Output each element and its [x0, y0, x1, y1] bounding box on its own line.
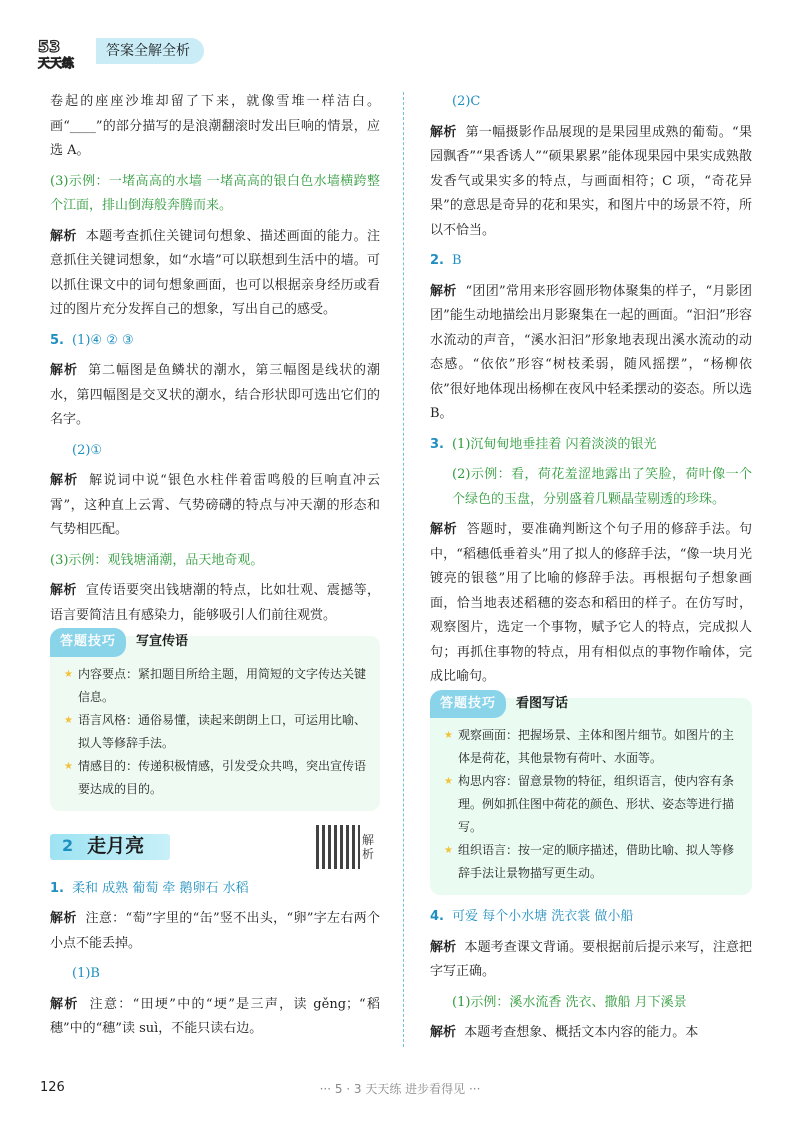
- example-answer: (3)示例：观钱塘涌潮，品天地奇观。: [50, 552, 264, 568]
- tip-item-text: 内容要点：紧扣题目所给主题，用简短的文字传达关键信息。: [78, 666, 367, 704]
- analysis-paragraph: [50, 359, 380, 433]
- tip-item: [444, 839, 738, 885]
- tip-item: [444, 770, 738, 839]
- answer-text: (2)①: [72, 442, 103, 458]
- question-number: 2.: [430, 253, 444, 268]
- tip-item-text: 组织语言：按一定的顺序描述，借助比喻、拟人等修辞手法让景物描写更生动。: [458, 843, 735, 880]
- tip-box: [50, 636, 380, 811]
- analysis-paragraph: [50, 579, 380, 628]
- question-answer: [430, 905, 752, 930]
- analysis-text: 第一幅摄影作品展现的是果园里成熟的葡萄。“果园飘香”“果香诱人”“硕果累累”能体现果园中果实成熟散发香气或果实多的特点，与画面相符；C 项，“奇花异果”的意思是奇异的花和果实，和图片中的场景不符，所以不恰当。: [430, 124, 752, 238]
- analysis-paragraph: [50, 907, 380, 956]
- analysis-label: 解析: [50, 473, 79, 488]
- section-number: 2: [62, 836, 74, 856]
- tip-item: [64, 709, 366, 755]
- tip-item-text: 构思内容：留意景物的特征，组织语言，使内容有条理。例如抓住图中荷花的颜色、形状、姿态等进行描写。: [458, 774, 735, 834]
- analysis-text: 答题时，要准确判断这个句子用的修辞手法。句中，“稻穗低垂着头”用了拟人的修辞手法，“像一块月光镀亮的银毯”用了比喻的修辞手法。再根据句子想象画面，恰当地表述稻穗的姿态和稻田的样子。在仿写时，观察图片，选定一个事物，赋予它人的特点，完成拟人句；再抓住事物的特点，用有相似点的事物作喻体，完成比喻句。: [430, 522, 752, 684]
- star-icon: ★: [444, 845, 453, 856]
- star-icon: ★: [444, 730, 453, 741]
- analysis-label: 解析: [50, 996, 79, 1012]
- right-column: [430, 90, 752, 1052]
- analysis-text: “团团”常用来形容圆形物体聚集的样子，“月影团团”能生动地描绘出月影聚集在一起的画面。“汩汩”形容水流动的声音，“溪水汩汩”形象地表现出溪水流动的动态感。“依依”形容“树枝柔弱，随风摇摆”，“杨柳依依”很好地体现出杨柳在夜风中轻柔摆动的姿态。所以选 B。: [430, 283, 752, 421]
- paragraph: 卷起的座座沙堆却留了下来，就像雪堆一样洁白。画“____”的部分描写的是浪潮翻滚时发出巨响的情景，应选 A。: [50, 94, 380, 158]
- tip-item: [64, 663, 366, 709]
- analysis-paragraph: [50, 469, 380, 543]
- svg-text:53: 53: [38, 37, 61, 56]
- page-number: 126: [40, 1080, 65, 1095]
- question-number: 5.: [50, 332, 64, 348]
- analysis-text: 本题考查想象、概括文本内容的能力。本: [464, 1025, 699, 1040]
- star-icon: ★: [444, 776, 453, 787]
- question-number: 4.: [430, 909, 444, 924]
- qr-label: 解析: [362, 832, 375, 861]
- tip-title: 看图写话: [516, 695, 569, 711]
- analysis-paragraph: [430, 518, 752, 690]
- brand-logo: [36, 34, 94, 70]
- analysis-paragraph: [50, 993, 380, 1042]
- analysis-label: 解析: [50, 583, 77, 598]
- analysis-text: 本题考查课文背诵。要根据前后提示来写，注意把字写正确。: [430, 939, 752, 979]
- answer-text: (1)④ ② ③: [71, 332, 134, 348]
- analysis-label: 解析: [430, 283, 457, 299]
- analysis-text: 解说词中说“银色水柱伴着雷鸣般的巨响直冲云霄”，这种直上云霄、气势磅礴的特点与冲天潮的形态和气势相匹配。: [50, 473, 380, 537]
- answer-text: 柔和 成熟 葡萄 牵 鹅卵石 水稻: [71, 880, 249, 896]
- answer-text: (1)B: [72, 966, 100, 981]
- tip-item-text: 语言风格：通俗易懂，读起来朗朗上口，可运用比喻、拟人等修辞手法。: [78, 712, 367, 750]
- question-answer: [50, 877, 380, 902]
- analysis-label: 解析: [430, 124, 457, 140]
- analysis-text: 第二幅图是鱼鳞状的潮水，第三幅图是线状的潮水，第四幅图是交叉状的潮水，结合形状即可选出它们的名字。: [50, 363, 380, 427]
- question-answer: [50, 329, 380, 354]
- star-icon: ★: [64, 668, 73, 680]
- tip-item-text: 观察画面：把握场景、主体和图片细节。如图片的主体是荷花，其他景物有荷叶、水面等。: [458, 728, 735, 765]
- question-answer: [430, 433, 752, 458]
- analysis-label: 解析: [50, 228, 77, 244]
- page-header: [36, 32, 256, 72]
- question-number: 1.: [50, 880, 64, 896]
- analysis-paragraph: [50, 225, 380, 323]
- column-divider: [403, 92, 404, 1047]
- analysis-label: 解析: [430, 939, 457, 955]
- answer-text: (2)C: [452, 94, 481, 109]
- tip-item-text: 情感目的：传递积极情感，引发受众共鸣，突出宣传语要达成的目的。: [78, 758, 367, 796]
- tip-item: [444, 724, 738, 770]
- svg-text:天天练: 天天练: [38, 56, 75, 70]
- tip-box: [430, 695, 752, 896]
- analysis-label: 解析: [50, 911, 77, 926]
- left-column: [50, 90, 380, 1048]
- star-icon: ★: [64, 714, 73, 726]
- example-answer: (3)示例：一堵高高的水墙 一堵高高的银白色水墙横跨整个江面，排山倒海般奔腾而来。: [50, 173, 380, 213]
- question-answer: [430, 249, 752, 274]
- footer-slogan: ··· 5 · 3 天天练 进步看得见 ···: [319, 1082, 481, 1096]
- section-header: [50, 825, 380, 869]
- header-tab: 答案全解全析: [96, 38, 204, 64]
- analysis-paragraph: [430, 280, 752, 427]
- analysis-label: 解析: [50, 363, 78, 378]
- analysis-text: 注意：“萄”字里的“缶”竖不出头，“卵”字左右两个小点不能丢掉。: [50, 911, 380, 951]
- section-title: 走月亮: [87, 835, 145, 858]
- answer-text: B: [451, 253, 462, 268]
- analysis-paragraph: [430, 936, 752, 985]
- tip-header: [430, 690, 738, 719]
- example-answer: (1)示例：溪水流香 洗衣、撒船 月下溪景: [452, 994, 687, 1010]
- tip-item: [64, 755, 366, 801]
- answer-text: 可爱 每个小水塘 洗衣裳 做小船: [451, 909, 634, 924]
- answer-text: (1)沉甸甸地垂挂着 闪着淡淡的银光: [451, 436, 657, 452]
- tip-badge: 答题技巧: [430, 690, 506, 719]
- tip-header: [50, 628, 366, 657]
- analysis-text: 注意：“田埂”中的“埂”是三声，读 gěng；“稻穗”中的“穗”读 suì，不能只读右边。: [50, 996, 380, 1036]
- analysis-text: 宣传语要突出钱塘潮的特点，比如壮观、震撼等，语言要简洁且有感染力，能够吸引人们前往观赏。: [50, 583, 380, 623]
- example-answer: (2)示例：看，荷花羞涩地露出了笑脸，荷叶像一个个绿色的玉盘，分别盛着几颗晶莹剔透的珍珠。: [452, 467, 752, 507]
- question-number: 3.: [430, 436, 444, 452]
- analysis-text: 本题考查抓住关键词句想象、描述画面的能力。注意抓住关键词想象，如“水墙”可以联想到生活中的墙。可以抓住课文中的词句想象画面，也可以根据亲身经历或看过的图片充分发挥自己的想象，写出自己的感受。: [50, 228, 380, 317]
- qr-code-icon[interactable]: [316, 825, 360, 869]
- analysis-paragraph: [430, 121, 752, 244]
- tip-badge: 答题技巧: [50, 628, 126, 657]
- analysis-label: 解析: [430, 1025, 457, 1040]
- analysis-label: 解析: [430, 522, 458, 537]
- analysis-paragraph: [430, 1021, 752, 1046]
- star-icon: ★: [64, 760, 73, 772]
- section-title-bar: [50, 834, 170, 860]
- tip-title: 写宣传语: [136, 634, 189, 649]
